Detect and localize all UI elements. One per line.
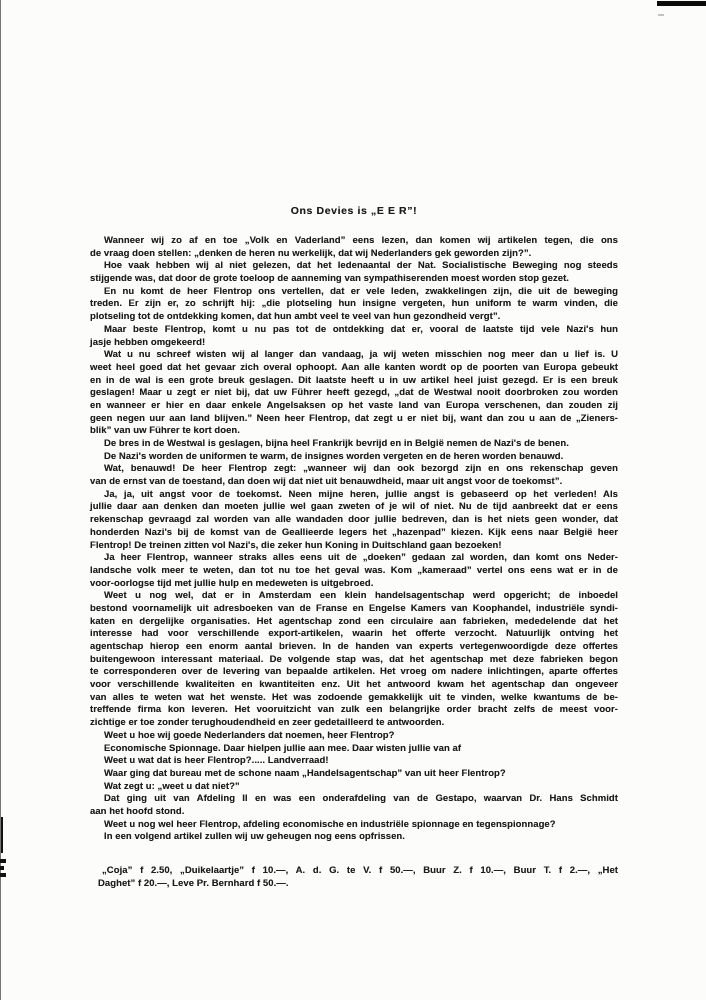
text-line: Waar ging dat bureau met de schone naam „Handelsagentschap” van uit heer Flentrop? [104, 767, 506, 779]
text-line: Wat u nu schreef wisten wij al langer dan vandaag, ja wij weten misschien nog meer dan u lief is. U [104, 349, 618, 361]
text-line: de vraag doen stellen: „denken de heren nu werkelijk, dat wij Nederlanders gek geworden zijn?”. [90, 247, 532, 259]
paragraph [90, 819, 618, 832]
paragraph [90, 489, 618, 552]
donations-block [90, 865, 618, 890]
text-line: plotseling tot de ontdekking komen, dat hun ambt veel te veel van hun gezondheid vergt”. [90, 311, 501, 323]
scan-corner-bar-artifact [657, 1, 706, 6]
text-line: voor-oorlogse tijd met jullie hulp en medeweten is uitgebroed. [90, 577, 374, 589]
text-line: interesse had voor verschillende export-artikelen, waarin het offerte verzocht. Natuurlijk ontving het [90, 628, 618, 640]
paragraph [90, 590, 618, 730]
text-line: Wat, benauwd! De heer Flentrop zegt: „wanneer wij dan ook bezorgd zijn en ons rekenschap geven [104, 463, 618, 475]
paragraph [90, 768, 618, 781]
paragraph [90, 451, 618, 464]
paragraph [90, 793, 618, 818]
text-line: voor verschillende kwaliteiten en kwantiteiten enz. Uit het antwoord kwam het agentschap dan ongeveer [90, 679, 618, 691]
paragraph [90, 286, 618, 324]
paragraph [90, 552, 618, 590]
text-line: geen negen uur aan land blijven.” Neen heer Flentrop, dat zegt u er niet bij, want dan zou u aan de „Zieners- [90, 412, 618, 424]
text-line: En nu komt de heer Flentrop ons vertellen, dat er vele leden, zwakkelingen zijn, die uit de beweging [104, 285, 618, 297]
text-line: rekenschap gevraagd zal worden van alle wandaden door jullie bedreven, dan is het niets geen wonder, dat [90, 514, 618, 526]
paragraph [90, 730, 618, 743]
paragraph [90, 235, 618, 260]
document-title: Ons Devies is „E E R”! [290, 205, 418, 217]
paragraph [90, 463, 618, 488]
text-line: Wat zegt u: „weet u dat niet?” [104, 780, 240, 792]
text-line: Maar beste Flentrop, komt u nu pas tot de ontdekking dat er, vooral de laatste tijd vele Nazi's hun [104, 323, 618, 335]
scan-edge-dash-artifact [0, 866, 4, 870]
text-line: Dat ging uit van Afdeling II en was een onderafdeling van de Gestapo, waarvan Dr. Hans Schmidt [104, 793, 618, 805]
donation-line: „Coja” f 2.50, „Duikelaartje” f 10.—, A. d. G. te V. f 50.—, Buur Z. f 10.—, Buur T. f 2.—, „Het [102, 865, 618, 876]
text-line: Ja, ja, uit angst voor de toekomst. Neen mijne heren, jullie angst is gebaseerd op het verleden! Als [104, 488, 618, 500]
text-line: Weet u wat dat is heer Flentrop?..... Landverraad! [104, 755, 329, 767]
text-line: geslagen! Maar u zegt er niet bij, dat uw Führer heeft gezegd, „dat de Westwal nooit doorbroken zou worden [90, 387, 618, 399]
text-line: van alles te weten wat het wenste. Het was zodoende gemakkelijk uit te vinden, welke kwantums de be- [90, 691, 618, 703]
text-line: De Nazi's worden de uniformen te warm, de insignes worden vergeten en de heren worden benauwd. [104, 450, 564, 462]
paragraph [90, 260, 618, 285]
text-line: zichtige er toe zonder terughoudendheid en zeer gedetailleerd te antwoorden. [90, 717, 445, 729]
text-line: stijgende was, dat door de grote toeloop de aanneming van sympathiserenden moest worden stop gezet. [90, 273, 569, 285]
text-block [90, 205, 618, 890]
donation-line: Daghet” f 20.—, Leve Pr. Bernhard f 50.—. [98, 877, 289, 889]
scan-speck-artifact [658, 14, 664, 16]
text-line: katen en dergelijke organisaties. Het agentschap zond een circulaire aan fabrieken, mededelende dat het [90, 615, 618, 627]
text-line: bestond voornamelijk uit adresboeken van de Franse en Engelse Kamers van Koophandel, industriële syndi- [90, 602, 618, 614]
text-line: Wanneer wij zo af en toe „Volk en Vaderland” eens lezen, dan komen wij artikelen tegen, die ons [104, 235, 618, 246]
text-line: jullie daar aan denken dan moeten jullie wel gaan zweten of je wil of niet. Nu de tijd aanbreekt dat er eens [90, 501, 618, 513]
text-line: landsche volk meer te weten, dan tot nu toe het geval was. Kom „kameraad” vertel ons eens wat er in de [90, 564, 618, 576]
text-line: te corresponderen over de levering van bepaalde artikelen. Het vroeg om nadere inlichtingen, aparte offertes [90, 666, 618, 678]
scan-edge-thick-artifact [1, 817, 3, 853]
paragraph [90, 743, 618, 756]
text-line: honderden Nazi's bij de komst van de Geallieerde legers het „hazenpad” kiezen. Kijk eens naar België heer [90, 526, 618, 538]
text-line: De bres in de Westwal is geslagen, bijna heel Frankrijk bevrijd en in België nemen de Nazi's de benen. [104, 438, 569, 449]
text-line: jasje hebben omgekeerd! [90, 336, 206, 348]
text-line: treffende firma kon leveren. Het vooruitzicht van zulk een belangrijke order bracht zelfs de meest voor- [90, 704, 618, 716]
paragraph [90, 438, 618, 451]
text-line: Flentrop! De treinen zitten vol Nazi's, die zeker hun Koning in Duitschland gaan bezoeken! [90, 539, 502, 551]
text-line: Hoe vaak hebben wij al niet gelezen, dat het ledenaantal der Nat. Socialistische Beweging nog steeds [104, 260, 618, 272]
text-line: van de ernst van de toestand, dan doen wij dat niet uit benauwdheid, maar uit angst voor de toekomst”. [90, 476, 563, 488]
text-line: blik” van uw Führer te kort doen. [90, 425, 240, 437]
text-line: Weet u nog wel heer Flentrop, afdeling economische en industriële spionnage en tegenspionnage? [104, 818, 556, 830]
paragraph [90, 781, 618, 794]
text-line: buitengewoon interessant materiaal. De volgende stap was, dat het agentschap met deze fabrieken begon [90, 653, 618, 665]
text-line: aan het hoofd stond. [90, 805, 185, 817]
text-line: In een volgend artikel zullen wij uw geheugen nog eens opfrissen. [104, 831, 405, 843]
text-line: Weet u hoe wij goede Nederlanders dat noemen, heer Flentrop? [104, 729, 395, 741]
text-line: Weet u nog wel, dat er in Amsterdam een klein handelsagentschap werd opgericht; de inboedel [104, 590, 618, 602]
body-paragraphs [90, 235, 618, 844]
text-line: Ja heer Flentrop, wanneer straks alles eens uit de „doeken” gedaan zal worden, dan komt ons Neder- [104, 552, 618, 564]
text-line: en wanneer er hier en daar enkele Angelsaksen op het vaste land van Europa verschenen, dan zouden zij [90, 399, 618, 411]
scan-edge-dash-artifact [0, 859, 6, 863]
text-line: weet heel goed dat het gevaar zich overal ophoopt. Aan alle kanten wordt op de poorten van Europa gebeukt [90, 361, 618, 373]
paragraph [90, 324, 618, 349]
paragraph [90, 831, 618, 844]
paragraph [90, 349, 618, 438]
scan-edge-dash-artifact [0, 873, 6, 877]
text-line: agentschap hierop een enorm aantal brieven. In de handen van experts vertegenwoordigde deze offertes [90, 641, 618, 652]
text-line: Economische Spionnage. Daar hielpen jullie aan mee. Daar wisten jullie van af [104, 742, 462, 754]
text-line: treden. Er zijn er, zo schrijft hij: „die plotseling hun insigne vergeten, hun uniform te warm vinden, die [90, 298, 618, 310]
text-line: en in de wal is een grote breuk geslagen. Dit laatste heeft u in uw artikel heel juist gezegd. Er is een breuk [90, 374, 618, 386]
paragraph [90, 755, 618, 768]
